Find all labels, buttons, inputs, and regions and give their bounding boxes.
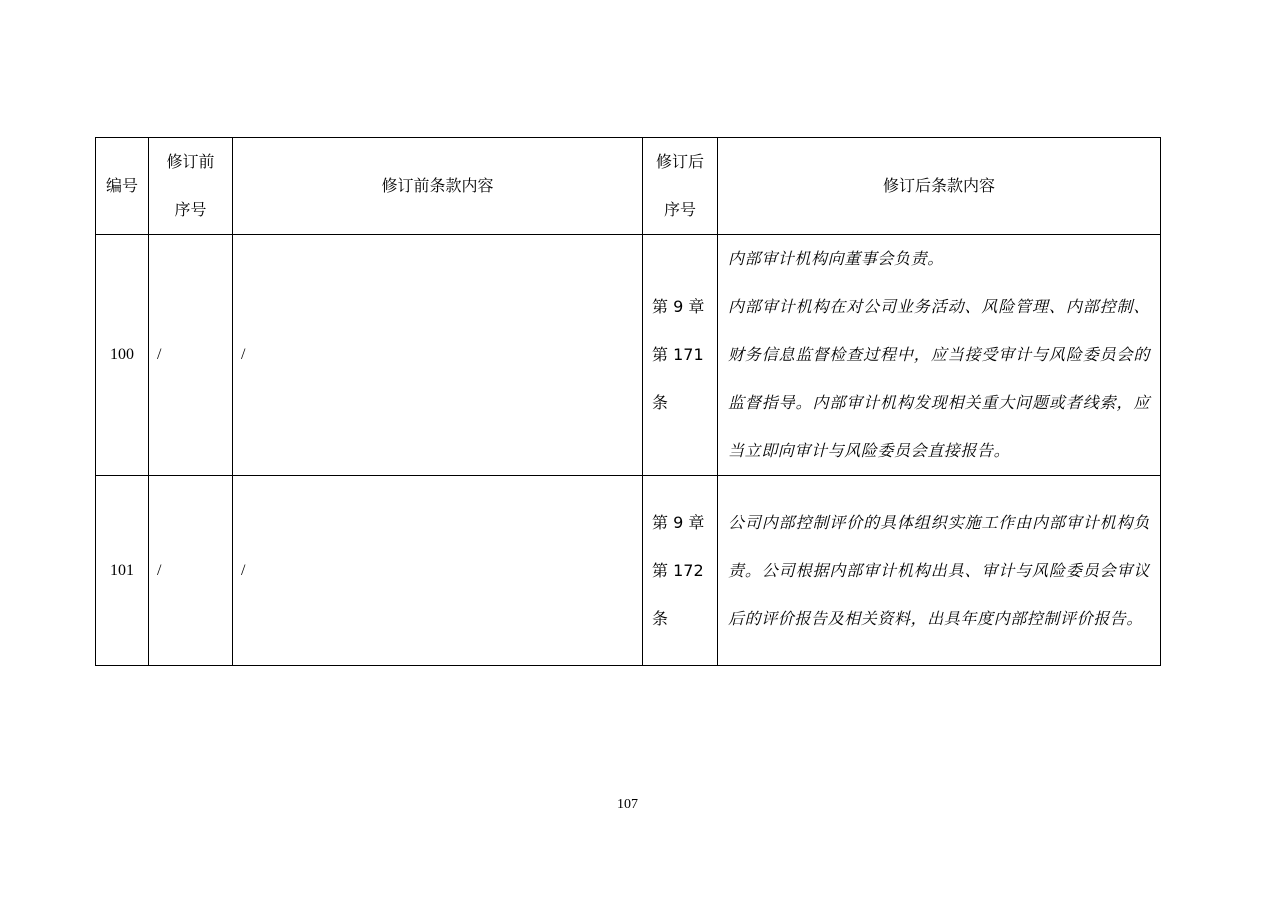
table-row — [96, 476, 1161, 666]
pre-content-cell: / — [233, 476, 643, 666]
table-header-row — [96, 138, 1161, 235]
pre-seq-cell: / — [149, 235, 233, 476]
post-content-cell — [718, 235, 1161, 476]
post-seq-cell: 第 9 章 第 172 条 — [643, 476, 718, 666]
revision-table — [95, 137, 1161, 666]
table-row — [96, 235, 1161, 476]
row-number: 101 — [96, 476, 149, 666]
header-pre-content: 修订前条款内容 — [233, 138, 643, 235]
page-number: 107 — [617, 797, 638, 812]
row-number: 100 — [96, 235, 149, 476]
header-pre-seq: 修订前 序号 — [149, 138, 233, 235]
post-content-paragraph: 公司内部控制评价的具体组织实施工作由内部审计机构负责。公司根据内部审计机构出具、审计与风险委员会审议后的评价报告及相关资料，出具年度内部控制评价报告。 — [728, 512, 1150, 628]
header-number: 编号 — [96, 138, 149, 235]
pre-content-cell: / — [233, 235, 643, 476]
post-content-paragraph: 内部审计机构在对公司业务活动、风险管理、内部控制、财务信息监督检查过程中，应当接受审计与风险委员会的监督指导。内部审计机构发现相关重大问题或者线索，应当立即向审计与风险委员会直接报告。 — [728, 297, 1150, 460]
post-content-paragraph: 内部审计机构向董事会负责。 — [728, 249, 944, 268]
pre-seq-cell: / — [149, 476, 233, 666]
header-post-content: 修订后条款内容 — [718, 138, 1161, 235]
post-content-cell — [718, 476, 1161, 666]
post-seq-cell: 第 9 章 第 171 条 — [643, 235, 718, 476]
header-post-seq: 修订后 序号 — [643, 138, 718, 235]
